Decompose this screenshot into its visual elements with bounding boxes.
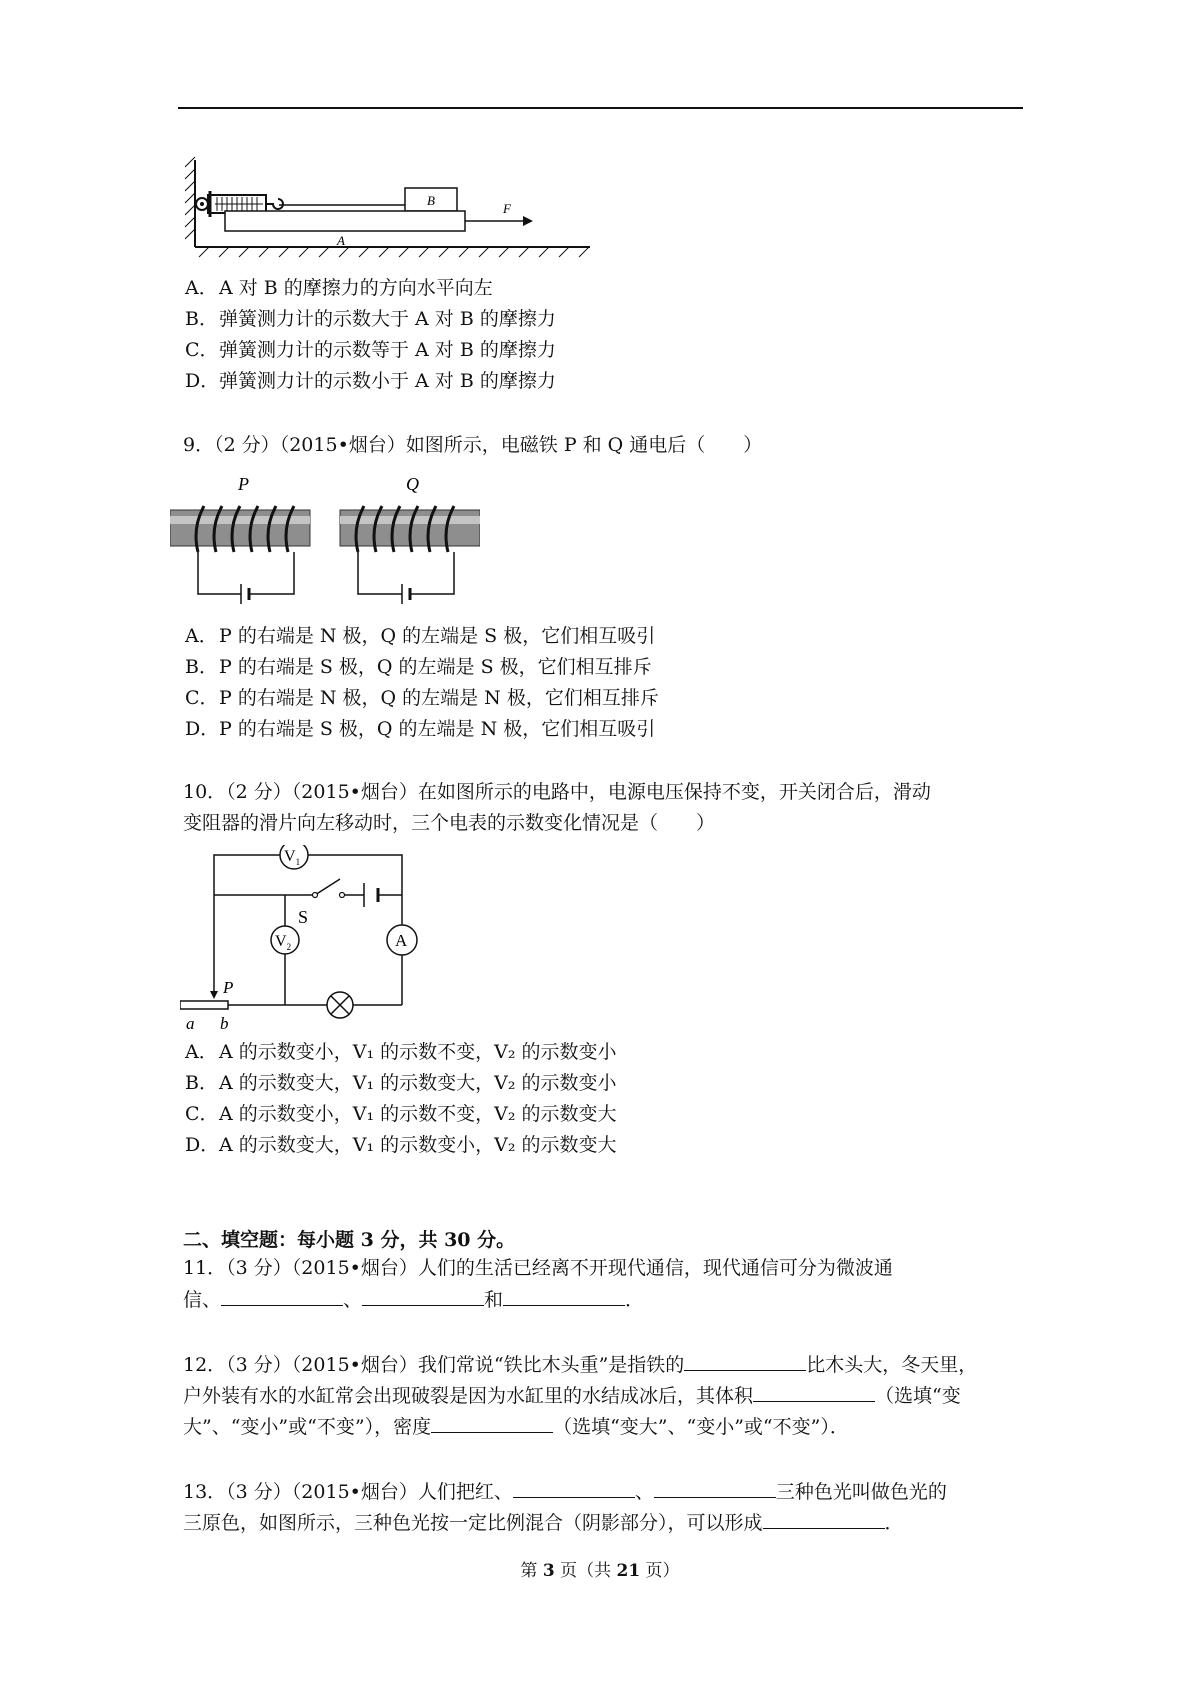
- q10-meter-a: A: [395, 931, 408, 950]
- q11-line2: 信、 、 和 ．: [183, 1285, 644, 1314]
- q13-line1: 13．（3 分）（2015•烟台）人们把红、 、 三种色光叫做色光的: [183, 1477, 947, 1506]
- q12-line3: 大”、“变小”或“不变”），密度 （选填“变大”、“变小”或“不变”）．: [183, 1412, 849, 1441]
- q9-option-d: D．P 的右端是 S 极，Q 的左端是 N 极，它们相互吸引: [185, 718, 656, 740]
- q8-label-A: A: [337, 233, 345, 248]
- q8-option-d: D．弹簧测力计的示数小于 A 对 B 的摩擦力: [185, 370, 556, 392]
- q12-blank-1[interactable]: [684, 1350, 806, 1371]
- page-total: 21: [616, 1561, 641, 1581]
- q8-label-F: F: [503, 201, 511, 216]
- q10-meter-v1-sub: 1: [295, 857, 301, 867]
- q13-blank-1[interactable]: [513, 1477, 635, 1498]
- q10-label-a: a: [186, 1014, 195, 1033]
- q10-option-b: B．A 的示数变大，V₁ 的示数变大，V₂ 的示数变小: [185, 1072, 617, 1094]
- page-number: 3: [542, 1561, 555, 1581]
- q9-figure: [170, 470, 480, 610]
- q10-meter-v2: V: [275, 933, 287, 950]
- q11-blank-2[interactable]: [362, 1285, 484, 1306]
- q13-blank-3[interactable]: [763, 1508, 885, 1529]
- q11-blank-3[interactable]: [503, 1285, 625, 1306]
- q10-circuit-figure: [180, 845, 420, 1035]
- q8-figure: [185, 155, 595, 263]
- q10-stem-line1: 10．（2 分）（2015•烟台）在如图所示的电路中，电源电压保持不变，开关闭合后，滑动: [183, 781, 931, 803]
- q9-label-Q: Q: [406, 474, 419, 494]
- q9-option-a: A．P 的右端是 N 极，Q 的左端是 S 极，它们相互吸引: [185, 625, 656, 647]
- q12-blank-3[interactable]: [431, 1412, 553, 1433]
- q10-stem-line2: 变阻器的滑片向左移动时，三个电表的示数变化情况是（ ）: [183, 812, 716, 834]
- header-rule: [178, 107, 1023, 109]
- q9-stem: 9．（2 分）（2015•烟台）如图所示，电磁铁 P 和 Q 通电后（ ）: [183, 434, 763, 456]
- q9-label-P: P: [238, 474, 249, 494]
- q9-option-c: C．P 的右端是 N 极，Q 的左端是 N 极，它们相互排斥: [185, 687, 659, 709]
- q12-line2: 户外装有水的水缸常会出现破裂是因为水缸里的水结成冰后，其体积 （选填“变: [183, 1381, 961, 1410]
- q12-line1: 12．（3 分）（2015•烟台）我们常说“铁比木头重”是指铁的 比木头大，冬天里，: [183, 1350, 977, 1379]
- q8-option-a: A．A 对 B 的摩擦力的方向水平向左: [185, 277, 493, 299]
- q8-label-B: B: [427, 193, 435, 208]
- q12-blank-2[interactable]: [753, 1381, 875, 1402]
- q8-option-b: B．弹簧测力计的示数大于 A 对 B 的摩擦力: [185, 308, 556, 330]
- q13-blank-2[interactable]: [654, 1477, 776, 1498]
- page-footer: 第 3 页（共 21 页）: [520, 1561, 680, 1581]
- q8-option-c: C．弹簧测力计的示数等于 A 对 B 的摩擦力: [185, 339, 556, 361]
- q10-option-c: C．A 的示数变小，V₁ 的示数不变，V₂ 的示数变大: [185, 1103, 617, 1125]
- q10-meter-v2-sub: 2: [286, 942, 292, 952]
- q11-line1: 11．（3 分）（2015•烟台）人们的生活已经离不开现代通信，现代通信可分为微波通: [183, 1257, 893, 1279]
- q13-line2: 三原色，如图所示，三种色光按一定比例混合（阴影部分），可以形成 ．: [183, 1508, 904, 1537]
- q10-meter-v1: V: [284, 848, 296, 865]
- q10-label-b: b: [220, 1014, 229, 1033]
- q10-label-S: S: [298, 907, 309, 927]
- q10-label-P: P: [223, 978, 234, 997]
- section-2-title: 二、填空题：每小题 3 分，共 30 分。: [183, 1229, 516, 1251]
- q10-option-d: D．A 的示数变大，V₁ 的示数变小，V₂ 的示数变大: [185, 1134, 617, 1156]
- q9-option-b: B．P 的右端是 S 极，Q 的左端是 S 极，它们相互排斥: [185, 656, 652, 678]
- q11-blank-1[interactable]: [221, 1285, 343, 1306]
- q10-option-a: A．A 的示数变小，V₁ 的示数不变，V₂ 的示数变小: [185, 1041, 617, 1063]
